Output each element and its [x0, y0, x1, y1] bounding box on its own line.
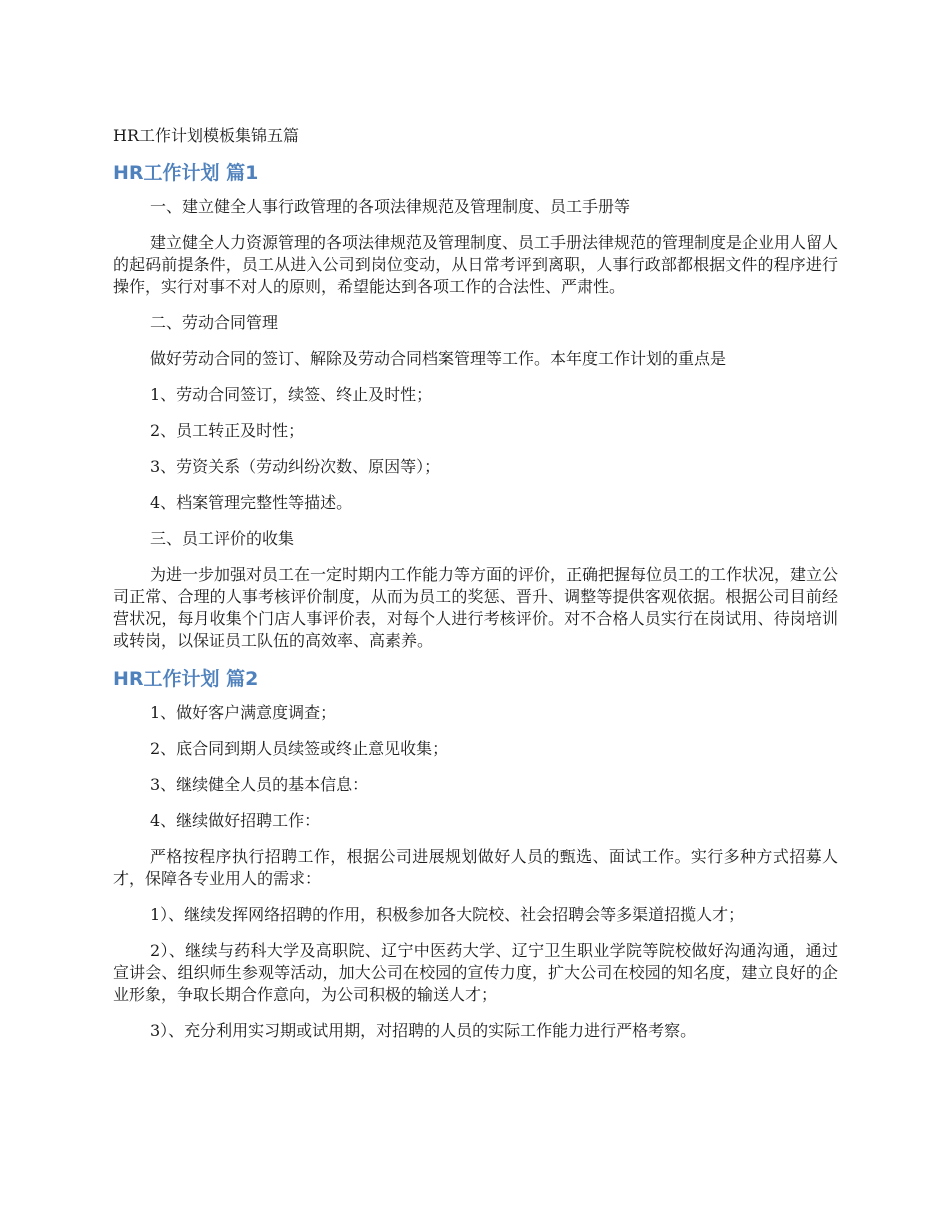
list-item: 3、劳资关系（劳动纠纷次数、原因等）； — [150, 457, 441, 476]
paragraph: 做好劳动合同的签订、解除及劳动合同档案管理等工作。本年度工作计划的重点是 — [150, 349, 727, 368]
paragraph: 建立健全人力资源管理的各项法律规范及管理制度、员工手册法律规范的管理制度是企业用人留人的起码前提条件，员工从进入公司到岗位变动，从日常考评到离职，人事行政部都根据文件的程序进行操作，实行对事不对人的原则，希望能达到各项工作的合法性、严肃性。 — [113, 233, 839, 296]
list-item: 2、底合同到期人员续签或终止意见收集； — [150, 739, 449, 758]
list-item: 1、劳动合同签订，续签、终止及时性； — [150, 385, 433, 404]
list-item: 2、员工转正及时性； — [150, 421, 305, 440]
paragraph: 三、员工评价的收集 — [150, 529, 295, 548]
paragraph: 3）、充分利用实习期或试用期，对招聘的人员的实际工作能力进行严格考察。 — [150, 1021, 697, 1040]
document-body — [113, 124, 838, 1056]
list-item: 4、档案管理完整性等描述。 — [150, 493, 353, 512]
list-item: 4、继续做好招聘工作： — [150, 811, 321, 830]
paragraph: 1）、继续发挥网络招聘的作用，积极参加各大院校、社会招聘会等多渠道招揽人才； — [150, 905, 745, 924]
section-heading-1: HR工作计划 篇1 — [113, 162, 259, 184]
paragraph: 严格按程序执行招聘工作，根据公司进展规划做好人员的甄选、面试工作。实行多种方式招募人才，保障各专业用人的需求： — [113, 847, 838, 888]
paragraph: 二、劳动合同管理 — [150, 313, 279, 332]
document-title: HR工作计划模板集锦五篇 — [113, 126, 300, 145]
paragraph: 一、建立健全人事行政管理的各项法律规范及管理制度、员工手册等 — [150, 197, 631, 216]
list-item: 1、做好客户满意度调查； — [150, 703, 337, 722]
paragraph: 2）、继续与药科大学及高职院、辽宁中医药大学、辽宁卫生职业学院等院校做好沟通沟通，通过宣讲会、组织师生参观等活动，加大公司在校园的宣传力度，扩大公司在校园的知名度，建立良好的企业形象，争取长期合作意向，为公司积极的输送人才； — [113, 941, 838, 1004]
list-item: 3、继续健全人员的基本信息： — [150, 775, 369, 794]
paragraph: 为进一步加强对员工在一定时期内工作能力等方面的评价，正确把握每位员工的工作状况，建立公司正常、合理的人事考核评价制度，从而为员工的奖惩、晋升、调整等提供客观依据。根据公司目前经营状况，每月收集个门店人事评价表，对每个人进行考核评价。对不合格人员实行在岗试用、待岗培训或转岗，以保证员工队伍的高效率、高素养。 — [113, 565, 839, 650]
section-heading-2: HR工作计划 篇2 — [113, 668, 259, 690]
